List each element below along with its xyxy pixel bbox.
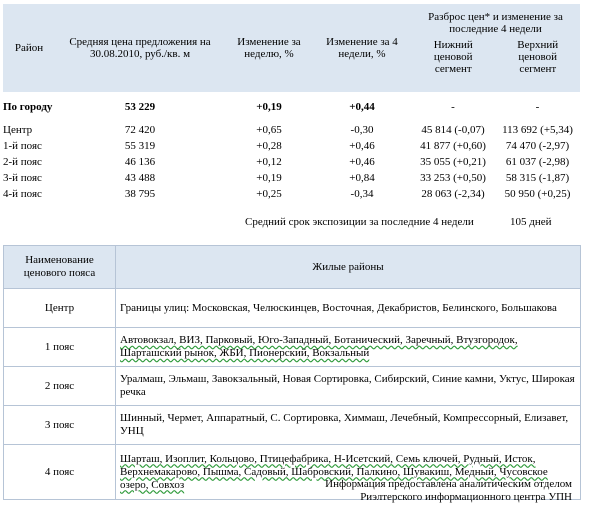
- zone-name: Центр: [4, 289, 116, 328]
- table-row: [4, 289, 581, 328]
- row-avg-price: 38 795: [124, 188, 156, 200]
- price-table: [3, 4, 580, 233]
- row-lower-segment: 33 253 (+0,50): [420, 172, 486, 184]
- district-table-grid: [3, 245, 581, 500]
- table-row: [3, 138, 580, 154]
- zone-districts: Границы улиц: Московская, Челюскинцев, Восточная, Декабристов, Белинского, Большакова: [116, 289, 581, 328]
- row-lower-segment: 28 063 (-2,34): [421, 188, 485, 200]
- upper-segment-header: Верхний ценовой сегмент: [517, 39, 559, 75]
- row-week-change: +0,19: [256, 172, 282, 184]
- row-avg-price: 53 229: [124, 101, 156, 113]
- table-row: [3, 154, 580, 170]
- exposure-label: Средний срок экспозиции за последние 4 недели: [245, 216, 474, 228]
- row-four-week-change: -0,30: [350, 124, 374, 136]
- table-row: [3, 92, 580, 122]
- row-week-change: +0,25: [256, 188, 282, 200]
- price-table-header-row: [3, 4, 580, 92]
- row-lower-segment: -: [451, 101, 455, 113]
- table-row: [4, 406, 581, 445]
- zone-name: 1 пояс: [4, 328, 116, 367]
- districts-header: Жилые районы: [116, 246, 581, 289]
- row-four-week-change: +0,46: [349, 140, 375, 152]
- row-lower-segment: 35 055 (+0,21): [420, 156, 486, 168]
- row-upper-segment: 58 315 (-1,87): [505, 172, 570, 184]
- row-upper-segment: 50 950 (+0,25): [504, 188, 571, 200]
- row-four-week-change: +0,46: [349, 156, 375, 168]
- row-lower-segment: 45 814 (-0,07): [421, 124, 485, 136]
- price-table-grid: [3, 4, 580, 202]
- region-header: Район: [14, 42, 44, 54]
- row-upper-segment: 74 470 (-2,97): [505, 140, 570, 152]
- row-avg-price: 72 420: [124, 124, 156, 136]
- exposure-row: [3, 214, 580, 230]
- row-four-week-change: -0,34: [350, 188, 374, 200]
- row-region: Центр: [3, 124, 33, 136]
- zone-name: 4 пояс: [4, 445, 116, 500]
- zone-header: Наименование ценового пояса: [4, 246, 116, 289]
- row-region: По городу: [3, 101, 53, 113]
- source-note-line-2: Риэлтерского информационного центра УПН: [360, 491, 572, 503]
- spread-header: [411, 4, 580, 92]
- row-week-change: +0,65: [256, 124, 282, 136]
- table-row: [4, 328, 581, 367]
- week-change-header: Изменение за неделю, %: [237, 36, 301, 60]
- exposure-value: 105 дней: [510, 216, 552, 228]
- row-region: 1-й пояс: [3, 140, 42, 152]
- spread-title: Разброс цен* и изменение за последние 4 недели: [428, 11, 563, 35]
- row-avg-price: 55 319: [124, 140, 156, 152]
- zone-name: 3 пояс: [4, 406, 116, 445]
- row-week-change: +0,12: [256, 156, 282, 168]
- table-row: [3, 170, 580, 186]
- zone-name: 2 пояс: [4, 367, 116, 406]
- row-avg-price: 46 136: [124, 156, 156, 168]
- row-lower-segment: 41 877 (+0,60): [420, 140, 486, 152]
- row-region: 3-й пояс: [3, 172, 42, 184]
- row-upper-segment: 113 692 (+5,34): [502, 124, 573, 136]
- source-note: [325, 478, 572, 504]
- row-region: 2-й пояс: [3, 156, 42, 168]
- four-week-change-header: Изменение за 4 недели, %: [326, 36, 398, 60]
- row-upper-segment: 61 037 (-2,98): [505, 156, 570, 168]
- row-four-week-change: +0,84: [349, 172, 375, 184]
- row-region: 4-й пояс: [3, 188, 42, 200]
- table-row: [3, 122, 580, 138]
- district-table: [3, 245, 580, 500]
- source-note-line-1: Информация предоставлена аналитическим отделом: [325, 478, 572, 490]
- zone-districts: Шарташ, Изоплит, Кольцово, Птицефабрика, Н-Исетский, Семь ключей, Рудный, Исток, Верхнемакарово, Пышма, Садовый, Шабровский, Палкино, Шувакиш, Медный, Чусовское озеро, Совхоз: [116, 445, 581, 500]
- district-table-header-row: [4, 246, 581, 289]
- table-row: [3, 186, 580, 202]
- row-week-change: +0,19: [256, 101, 282, 113]
- zone-districts: Шинный, Чермет, Аппаратный, С. Сортировка, Химмаш, Лечебный, Компрессорный, Елизавет, УНЦ: [116, 406, 581, 445]
- row-upper-segment: -: [535, 101, 540, 113]
- table-row: [4, 367, 581, 406]
- zone-districts: Уралмаш, Эльмаш, Завокзальный, Новая Сортировка, Сибирский, Синие камни, Уктус, Широкая речка: [116, 367, 581, 406]
- zone-districts: Автовокзал, ВИЗ, Парковый, Юго-Западный, Ботанический, Заречный, Втузгородок, Шарташский рынок, ЖБИ, Пионерский, Вокзальный: [116, 328, 581, 367]
- row-four-week-change: +0,44: [349, 101, 375, 113]
- row-avg-price: 43 488: [124, 172, 156, 184]
- avg-price-header: Средняя цена предложения на 30.08.2010, руб./кв. м: [69, 36, 211, 60]
- lower-segment-header: Нижний ценовой сегмент: [433, 39, 473, 75]
- row-week-change: +0,28: [256, 140, 282, 152]
